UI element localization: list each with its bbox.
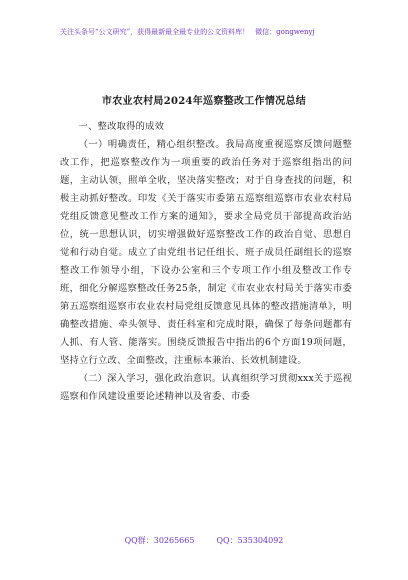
header-promo-note bbox=[60, 27, 360, 37]
document-title: 市农业农村局2024年巡察整改工作情况总结 bbox=[101, 96, 307, 107]
header-wechat-id: 微信：gongwenyj bbox=[255, 28, 315, 36]
paragraph-responsibility: （一）明确责任，精心组织整改。我局高度重视巡察反馈问题整改工作，把巡察整改作为一项重要的政治任务对于巡察组指出的问题，主动认领，照单全收，坚决落实整改；对于自身查找的问题，积极主动抓好整改。印发《关于落实市委第五巡察组巡察市农业农村局党组反馈意见整改工作方案的通知》，要求全局党员干部提高政治站位，统一思想认识，切实增强做好巡察整改工作的政治自觉、思想自觉和行动自觉。成立了由党组书记任组长、班子成员任副组长的巡察整改工作领导小组，下设办公室和三个专项工作小组及整改工作专班，细化分解巡察整改任务25条，制定《市农业农村局关于落实市委第五巡察组巡察市农业农村局党组反馈意见具体的整改措施清单》，明确整改措施、牵头领导、责任科室和完成时限，确保了每条问题都有人抓、有人管、能落实。围绕反馈报告中指出的6个方面19项问题，坚持立行立改、全面整改，注重标本兼治、长效机制建设。 bbox=[60, 139, 352, 366]
footer-qq-group: QQ群：30265665 bbox=[124, 536, 195, 545]
section-heading-achievements: 一、整改取得的成效 bbox=[78, 121, 165, 132]
paragraph-study: （二）深入学习，强化政治意识。认真组织学习贯彻xxx关于巡视巡察和作风建设重要论述精神以及省委、市委 bbox=[60, 373, 352, 402]
footer-contact bbox=[0, 536, 408, 546]
document-body bbox=[60, 118, 352, 406]
header-note-text: 关注头条号“公文研究”，获得最新最全最专业的公文资料库！ bbox=[60, 28, 250, 36]
footer-qq-number: QQ：535304092 bbox=[216, 536, 284, 545]
